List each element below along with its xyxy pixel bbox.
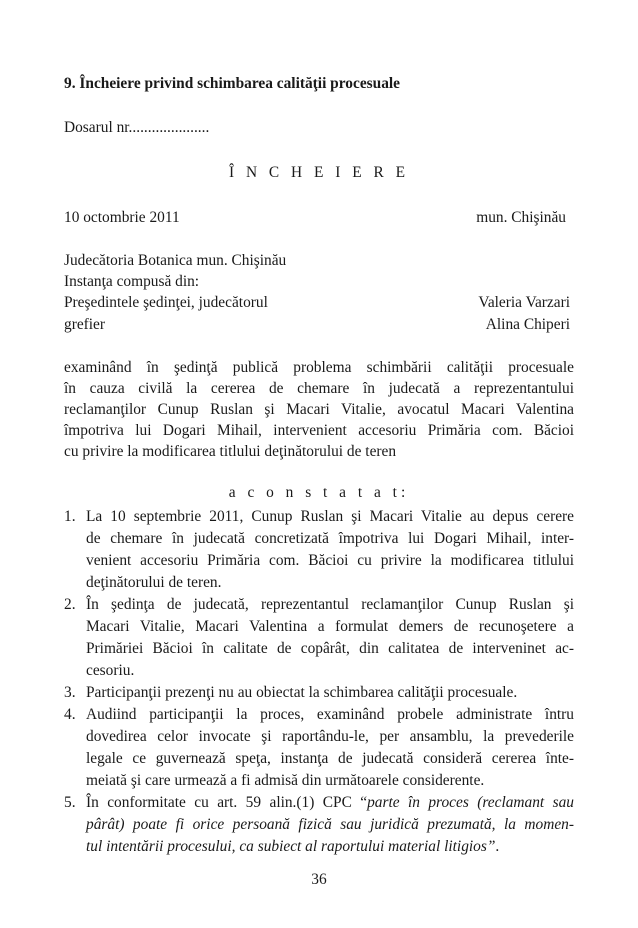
document-date: 10 octombrie 2011: [64, 209, 180, 226]
item-line: cesoriu.: [86, 662, 135, 679]
president-name: Valeria Varzari: [478, 294, 570, 311]
item-line: Participanţii prezenţi nu au obiectat la schimbarea calităţii procesuale.: [86, 684, 518, 701]
item-line: [86, 792, 574, 814]
intro-line: reclamanţilor Cunup Ruslan şi Macari Vitalie, avocatul Macari Valentina: [64, 401, 574, 418]
item-line: dovedirea celor invocate şi raportându-le, per ansamblu, la prevederile: [86, 728, 574, 745]
intro-line: împotriva lui Dogari Mihail, intervenient accesoriu Primăria com. Băcioi: [64, 422, 574, 439]
intro-line: în cauza civilă la cererea de chemare în judecată a reprezentantului: [64, 380, 574, 397]
intro-line: cu privire la modificarea titlului deţinătorului de teren: [64, 443, 397, 460]
item-line: deţinătorului de teren.: [86, 574, 222, 591]
item5-quote-end: tul intentării procesului, ca subiect al raportului material litigios”: [86, 838, 496, 855]
item-line: Macari Vitalie, Macari Valentina a formulat demers de recunoşetere a: [86, 618, 574, 635]
item-line: legale ce guvernează speţa, instanţa de judecată consideră cererea înte-: [86, 750, 574, 767]
item5-quote-line: pârât) poate fi orice persoană fizică sau juridică prezumată, la momen-: [86, 816, 574, 833]
item-line: Primăriei Băcioi în calitate de copârât, din calitatea de interveninet ac-: [86, 640, 574, 657]
case-number-line: Dosarul nr.....................: [64, 119, 210, 136]
item-line: venient accesoriu Primăria com. Băcioi cu privire la modificarea titlului: [86, 552, 574, 569]
item5-quote-text: parte în proces (reclamant sau: [367, 794, 574, 811]
item-line: [86, 836, 574, 858]
document-place: mun. Chişinău: [476, 209, 566, 226]
clerk-name: Alina Chiperi: [485, 316, 570, 333]
item5-period: .: [495, 838, 500, 855]
item-line: Audiind participanţii la proces, examinând probele administrate întru: [86, 706, 574, 723]
document-title: Î N C H E I E R E: [229, 164, 409, 181]
section-heading: 9. Încheiere privind schimbarea calităţii procesuale: [64, 75, 401, 92]
item-line: meiată şi care urmează a fi admisă din următoarele considerente.: [86, 772, 485, 789]
president-role: Preşedintele şedinţei, judecătorul: [64, 294, 268, 311]
item-line: În şedinţa de judecată, reprezentantul reclamanţilor Cunup Ruslan şi: [86, 596, 574, 613]
item5-plain-text: În conformitate cu art. 59 alin.(1) CPC “: [86, 794, 368, 811]
item-number: 3.: [64, 684, 76, 701]
constat-heading: a c o n s t a t a t:: [228, 484, 410, 501]
clerk-role: grefier: [64, 316, 106, 333]
court-name: Judecătoria Botanica mun. Chişinău: [64, 252, 287, 269]
instance-composition: Instanţa compusă din:: [64, 273, 200, 290]
item-number: 4.: [64, 706, 76, 723]
president-row: [64, 293, 574, 313]
intro-line: examinând în şedinţă publică problema schimbării calităţii procesuale: [64, 359, 574, 376]
item-line: de chemare în judecată concretizată împotriva lui Dogari Mihail, inter-: [86, 530, 574, 547]
date-place-row: [64, 208, 574, 228]
item-number: 1.: [64, 508, 76, 525]
item-line: La 10 septembrie 2011, Cunup Ruslan şi Macari Vitalie au depus cerere: [86, 508, 574, 525]
clerk-row: [64, 315, 574, 335]
item-number: 5.: [64, 794, 76, 811]
item-number: 2.: [64, 596, 76, 613]
page-number: 36: [311, 871, 327, 888]
